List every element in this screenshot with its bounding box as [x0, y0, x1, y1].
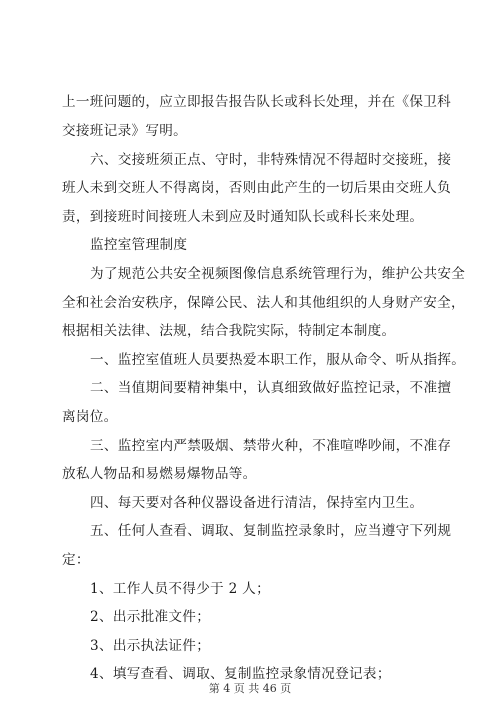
text-line: 定：	[62, 552, 90, 568]
list-item: 4、填写查看、调取、复制监控录象情况登记表；	[90, 666, 391, 682]
list-item: 2、出示批准文件；	[90, 609, 211, 625]
text-line: 根据相关法律、法规，结合我院实际，特制定本制度。	[62, 323, 396, 339]
text-line: 放私人物品和易燃易爆物品等。	[62, 466, 257, 482]
page-footer: 第 4 页 共 46 页	[208, 682, 292, 695]
text-line: 上一班问题的，应立即报告报告队长或科长处理，并在《保卫科	[62, 94, 452, 110]
text-line: 离岗位。	[62, 409, 118, 425]
text-line: 为了规范公共安全视频图像信息系统管理行为，维护公共安全	[90, 266, 466, 282]
text-line: 四、每天要对各种仪器设备进行清洁，保持室内卫生。	[90, 495, 424, 511]
text-line: 六、交接班须正点、守时，非特殊情况不得超时交接班，接	[90, 152, 452, 168]
section-heading: 监控室管理制度	[90, 237, 188, 253]
text-line: 交接班记录》写明。	[62, 123, 188, 139]
text-line: 一、监控室值班人员要热爱本职工作，服从命令、听从指挥。	[90, 352, 466, 368]
list-item: 3、出示执法证件；	[90, 638, 211, 654]
text-line: 责，到接班时间接班人未到应及时通知队长或科长来处理。	[62, 209, 424, 225]
text-line: 全和社会治安秩序，保障公民、法人和其他组织的人身财产安全，	[62, 295, 465, 311]
text-line: 三、监控室内严禁吸烟、禁带火种，不准喧哗吵闹，不准存	[90, 438, 452, 454]
text-line: 五、任何人查看、调取、复制监控录象时，应当遵守下列规	[90, 523, 452, 539]
list-item: 1、工作人员不得少于 2 人；	[90, 581, 270, 597]
text-line: 二、当值期间要精神集中，认真细致做好监控记录，不准擅	[90, 380, 452, 396]
text-line: 班人未到交班人不得离岗，否则由此产生的一切后果由交班人负	[62, 180, 452, 196]
